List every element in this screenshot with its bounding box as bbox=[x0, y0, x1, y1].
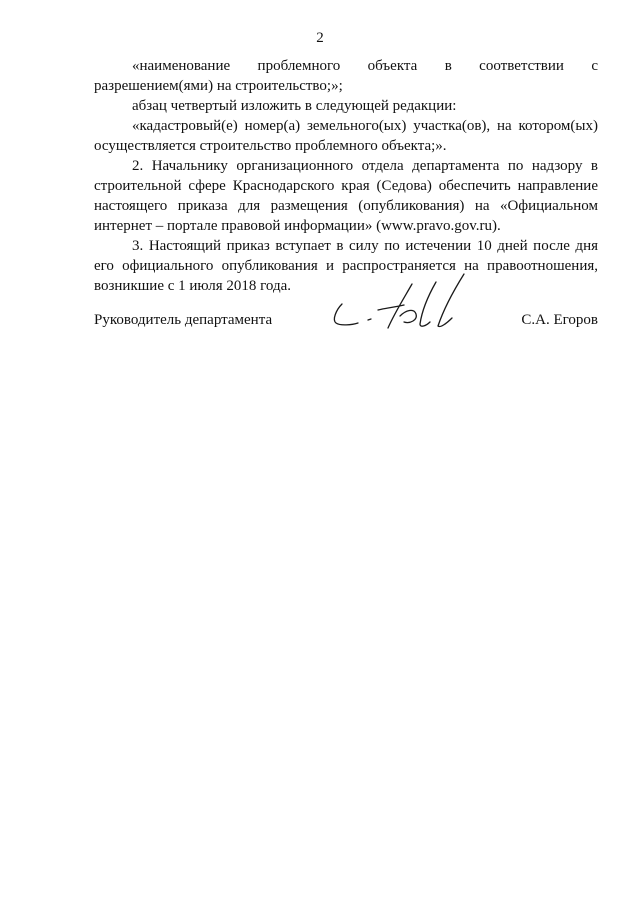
document-body bbox=[94, 56, 598, 296]
paragraph-object-name: «наименование проблемного объекта в соответствии с разрешением(ями) на строительство;»; bbox=[94, 58, 598, 94]
paragraph-item-2: 2. Начальнику организационного отдела департамента по надзору в строительной сфере Краснодарского края (Седова) обеспечить направление настоящего приказа для размещения (опубликования) на «Официальном интернет – портале правовой информации» (www.pravo.gov.ru). bbox=[94, 158, 598, 234]
signature-block bbox=[94, 270, 598, 340]
paragraph-amendment-intro: абзац четвертый изложить в следующей редакции: bbox=[132, 98, 457, 114]
paragraph-cadastral-number: «кадастровый(е) номер(а) земельного(ых) участка(ов), на котором(ых) осуществляется строительство проблемного объекта;». bbox=[94, 118, 598, 154]
paragraph-item-3: 3. Настоящий приказ вступает в силу по истечении 10 дней после дня его официального опубликования и распространяется на правоотношения, возникшие с 1 июля 2018 года. bbox=[94, 238, 598, 294]
signatory-position: Руководитель департамента bbox=[94, 312, 273, 328]
page-number: 2 bbox=[316, 30, 324, 46]
handwritten-signature bbox=[324, 270, 484, 334]
signatory-name: С.А. Егоров bbox=[521, 312, 598, 328]
